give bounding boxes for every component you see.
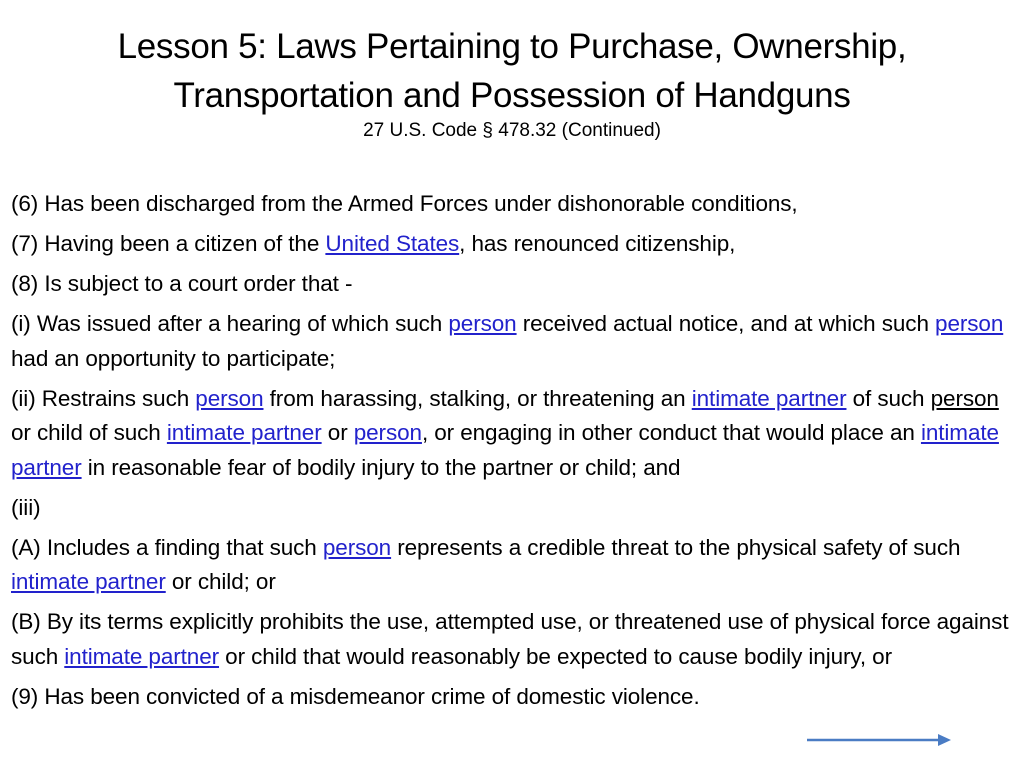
- slide-title: [0, 22, 1024, 120]
- clause-i-text-post: had an opportunity to participate;: [11, 345, 336, 371]
- intimate-partner-link[interactable]: intimate partner: [166, 420, 322, 445]
- person-link[interactable]: person: [322, 534, 392, 560]
- intimate-partner-link[interactable]: intimate partner: [691, 385, 847, 411]
- clause-8: (8) Is subject to a court order that -: [11, 271, 353, 296]
- clause-A-text-2: represents a credible threat to the physical safety of such: [391, 534, 961, 560]
- clause-7-text-post: , has renounced citizenship,: [459, 231, 736, 256]
- slide-title-line-1: Lesson 5: Laws Pertaining to Purchase, Ownership,: [117, 27, 907, 66]
- clause-9: (9) Has been convicted of a misdemeanor crime of domestic violence.: [11, 683, 700, 709]
- intimate-partner-link[interactable]: intimate partner: [11, 569, 166, 594]
- right-arrow-icon[interactable]: [806, 732, 952, 748]
- clause-B-text-2: or child that would reasonably be expected to cause bodily injury, or: [219, 643, 892, 669]
- clause-ii-text-5: or: [321, 420, 354, 445]
- clause-i: [11, 307, 1016, 376]
- slide-subtitle: 27 U.S. Code § 478.32 (Continued): [363, 120, 661, 141]
- clause-i-text-mid: received actual notice, and at which such: [516, 311, 936, 336]
- person-link[interactable]: person: [448, 311, 517, 336]
- intimate-partner-link[interactable]: intimate partner: [11, 420, 999, 480]
- clause-ii-text-6: , or engaging in other conduct that would place an: [421, 420, 921, 445]
- clause-ii-text-3: of such: [846, 385, 931, 411]
- clause-ii-text-1: (ii) Restrains such: [11, 385, 196, 411]
- clause-ii: [11, 382, 1016, 486]
- clause-B-text-1: (B) By its terms explicitly prohibits the use, attempted use, or threatened use of physical force against such: [11, 609, 1009, 669]
- person-link[interactable]: person: [935, 311, 1004, 336]
- clause-iii: (iii): [11, 494, 41, 520]
- person-link[interactable]: person: [195, 385, 264, 411]
- statute-body: [11, 187, 1016, 720]
- person-link[interactable]: person: [353, 420, 422, 445]
- person-underlined-text: person: [930, 385, 999, 411]
- clause-B: [11, 605, 1016, 674]
- intimate-partner-link[interactable]: intimate partner: [64, 643, 220, 669]
- clause-ii-text-2: from harassing, stalking, or threatening an: [263, 385, 692, 411]
- clause-ii-text-4: or child of such: [11, 420, 167, 445]
- clause-i-text-pre: (i) Was issued after a hearing of which such: [11, 311, 449, 336]
- clause-A: [11, 531, 1016, 600]
- clause-7-text-pre: (7) Having been a citizen of the: [11, 231, 326, 256]
- clause-7: [11, 227, 1016, 262]
- clause-A-text-1: (A) Includes a finding that such: [11, 534, 323, 560]
- clause-ii-text-7: in reasonable fear of bodily injury to the partner or child; and: [81, 454, 681, 480]
- slide-title-line-2: Transportation and Possession of Handguns: [173, 76, 851, 115]
- united-states-link[interactable]: United States: [325, 231, 460, 256]
- clause-A-text-3: or child; or: [165, 569, 276, 594]
- clause-6: (6) Has been discharged from the Armed Forces under dishonorable conditions,: [11, 191, 798, 216]
